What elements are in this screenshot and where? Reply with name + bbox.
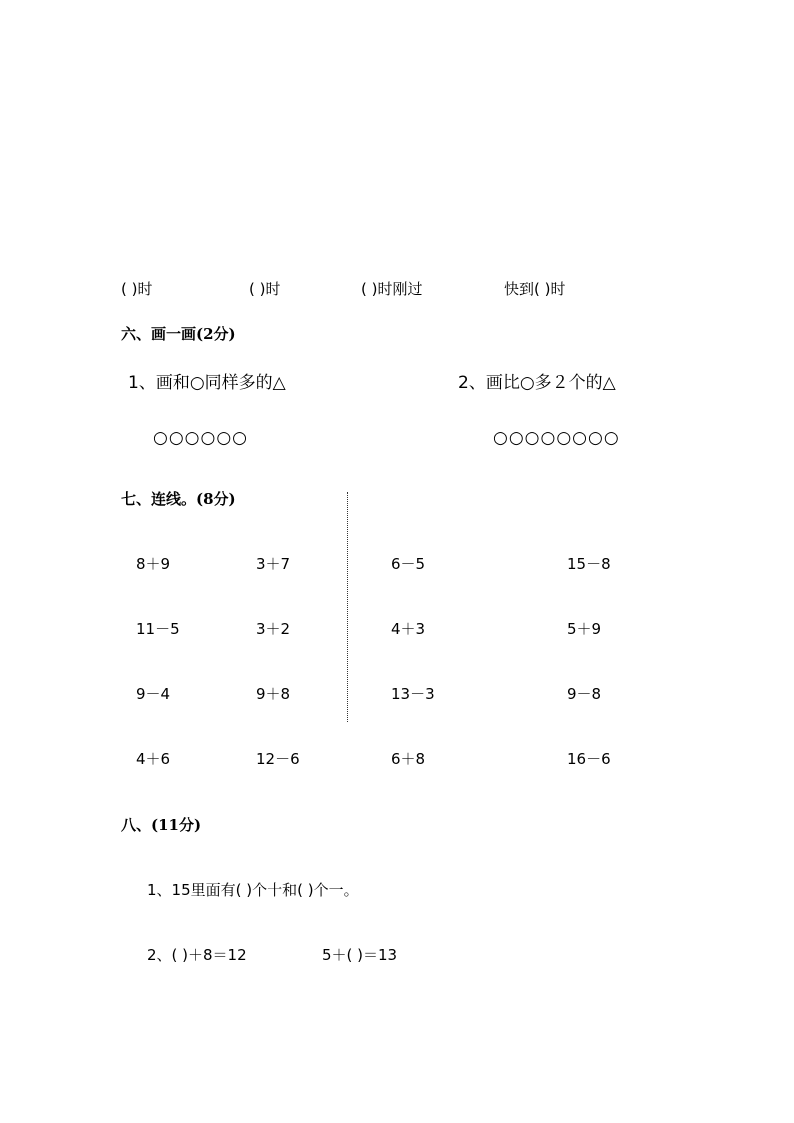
match-expression: 6＋8 (391, 750, 426, 768)
clock-answer-3: ( )时刚过 (361, 280, 423, 298)
match-expression: 16－6 (567, 750, 611, 768)
section8-question-2b: 5＋( )＝13 (322, 946, 398, 964)
match-expression: 4＋6 (136, 750, 171, 768)
clock-answer-2: ( )时 (249, 280, 281, 298)
section7-title: 七、连线。(8分) (121, 490, 236, 508)
match-expression: 3＋7 (256, 555, 291, 573)
section6-question-2: 2、画比○多２个的△ (458, 373, 616, 393)
section8-question-2a: 2、( )＋8＝12 (147, 946, 247, 964)
match-expression: 13－3 (391, 685, 435, 703)
match-expression: 6－5 (391, 555, 426, 573)
match-expression: 9－4 (136, 685, 171, 703)
match-expression: 12－6 (256, 750, 300, 768)
section6-question-1: 1、画和○同样多的△ (128, 373, 286, 393)
section8-title: 八、(11分) (121, 816, 202, 834)
match-expression: 5＋9 (567, 620, 602, 638)
match-expression: 9－8 (567, 685, 602, 703)
circle-row-2: ○○○○○○○○ (493, 428, 620, 448)
match-expression: 9＋8 (256, 685, 291, 703)
match-expression: 8＋9 (136, 555, 171, 573)
clock-answer-4: 快到( )时 (504, 280, 566, 298)
match-expression: 11－5 (136, 620, 180, 638)
section8-question-1: 1、15里面有( )个十和( )个一。 (147, 881, 359, 899)
circle-row-1: ○○○○○○ (153, 428, 249, 448)
match-expression: 4＋3 (391, 620, 426, 638)
clock-answer-1: ( )时 (121, 280, 153, 298)
match-expression: 15－8 (567, 555, 611, 573)
match-expression: 3＋2 (256, 620, 291, 638)
section6-title: 六、画一画(2分) (121, 325, 236, 343)
dotted-divider (347, 492, 348, 722)
